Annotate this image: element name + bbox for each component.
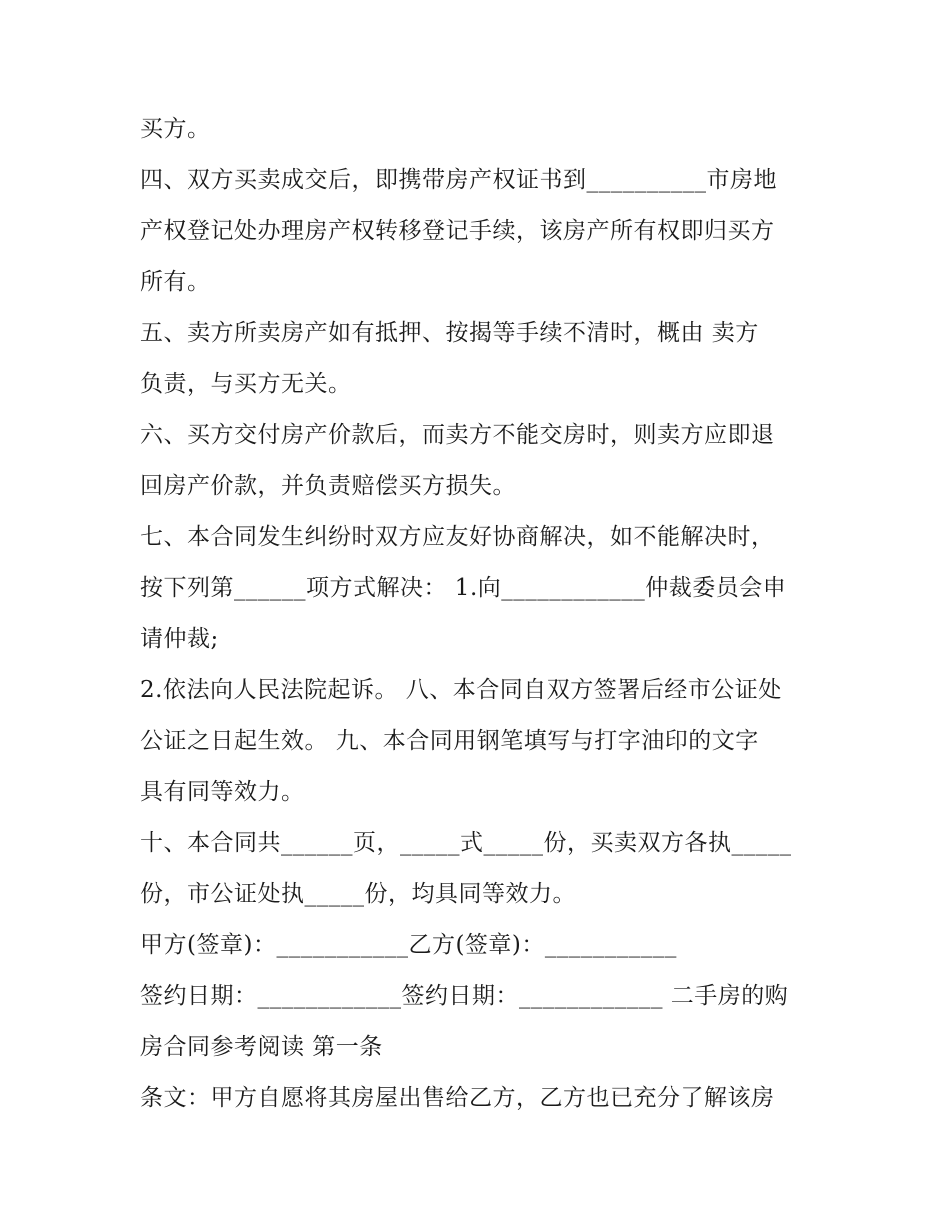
text-line: 五、卖方所卖房产如有抵押、按揭等手续不清时，概由 卖方 <box>140 320 759 346</box>
text-line: 十、本合同共______页，_____式_____份，买卖双方各执_____ <box>140 830 792 856</box>
text-line: 房合同参考阅读 第一条 <box>140 1034 383 1060</box>
document-body <box>140 104 820 1124</box>
text-line: 条文：甲方自愿将其房屋出售给乙方，乙方也已充分了解该房 <box>140 1085 775 1111</box>
text-line: 七、本合同发生纠纷时双方应友好协商解决，如不能解决时， <box>140 524 775 550</box>
text-line: 回房产价款，并负责赔偿买方损失。 <box>140 473 516 499</box>
text-line: 六、买方交付房产价款后，而卖方不能交房时，则卖方应即退 <box>140 422 775 448</box>
signature-line: 甲方(签章)：___________乙方(签章)：___________ <box>140 932 677 958</box>
text-line: 2.依法向人民法院起诉。 八、本合同自双方签署后经市公证处 <box>140 677 782 703</box>
text-line: 份，市公证处执_____份，均具同等效力。 <box>140 881 576 907</box>
text-line: 公证之日起生效。 九、本合同用钢笔填写与打字油印的文字 <box>140 728 759 754</box>
text-line: 按下列第______项方式解决： 1.向____________仲裁委员会申 <box>140 575 787 601</box>
text-line: 产权登记处办理房产权转移登记手续，该房产所有权即归买方 <box>140 218 775 244</box>
text-line: 所有。 <box>140 269 211 295</box>
text-line: 买方。 <box>140 116 211 142</box>
date-line: 签约日期：____________签约日期：____________ 二手房的购 <box>140 983 789 1009</box>
text-line: 负责，与买方无关。 <box>140 371 352 397</box>
text-line: 请仲裁; <box>140 626 219 652</box>
text-line: 四、双方买卖成交后，即携带房产权证书到__________市房地 <box>140 167 777 193</box>
text-line: 具有同等效力。 <box>140 779 305 805</box>
